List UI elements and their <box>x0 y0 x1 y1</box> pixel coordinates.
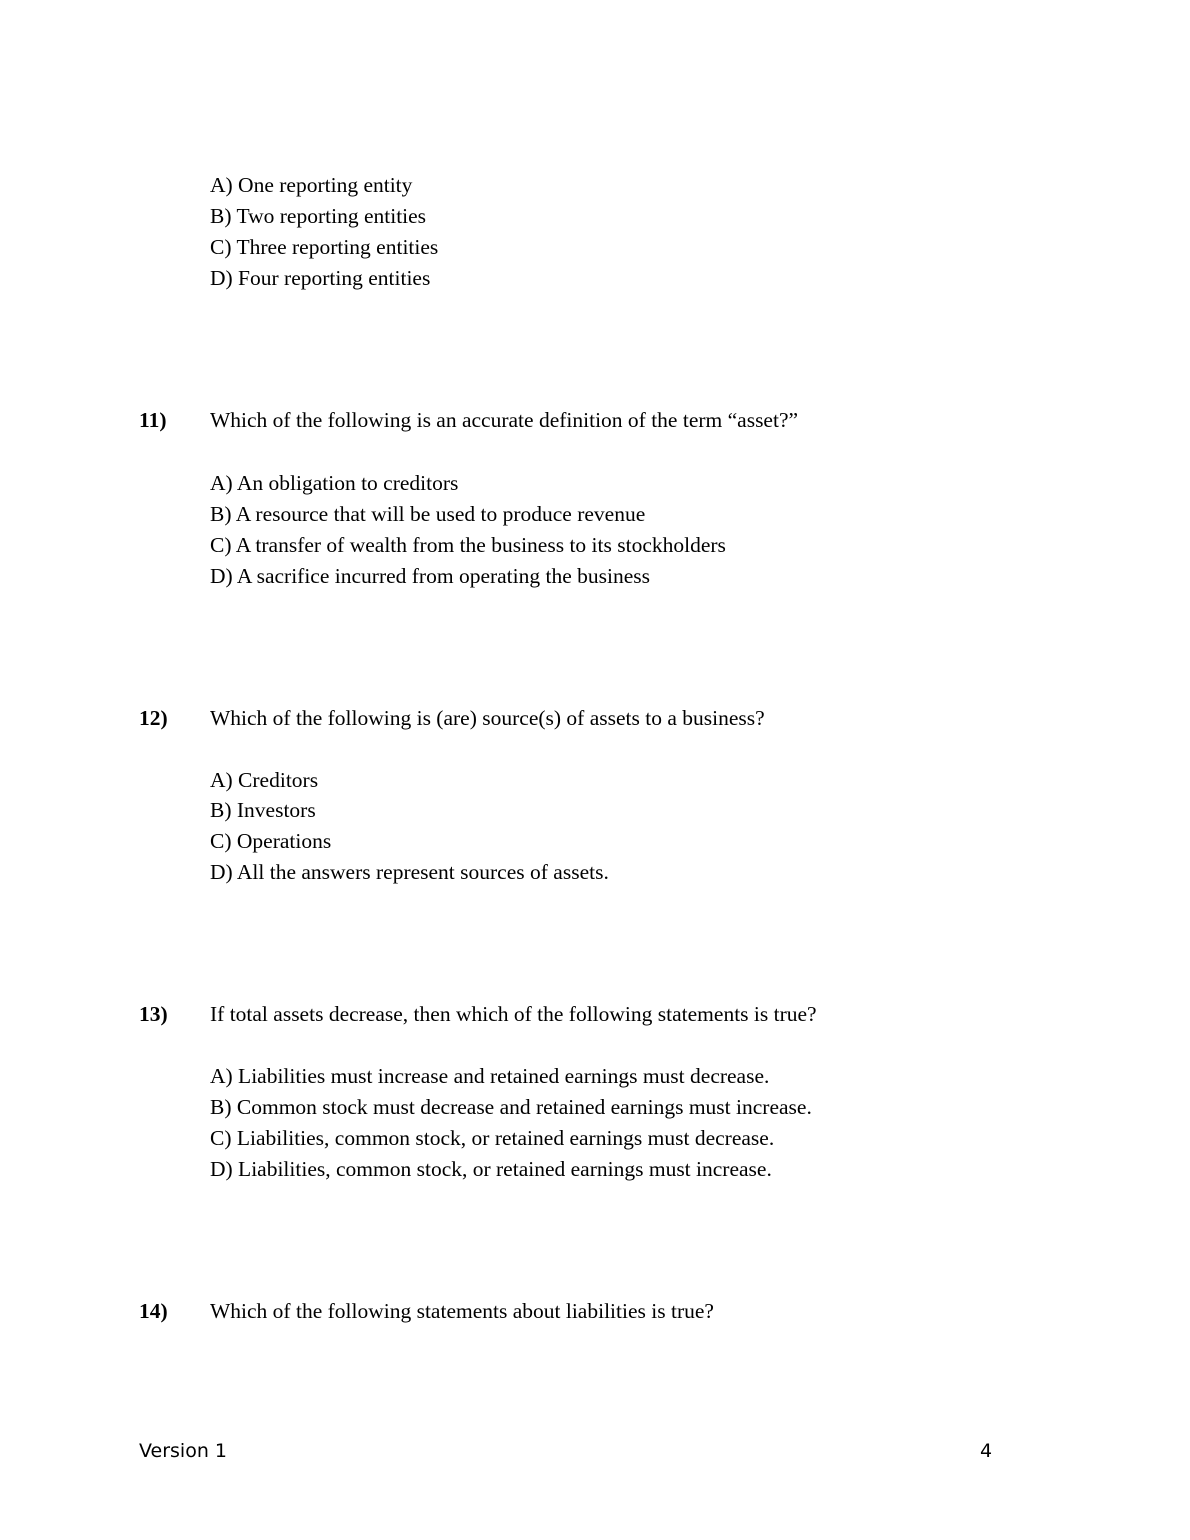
question-text: Which of the following statements about liabilities is true? <box>210 1299 714 1323</box>
answer-choice: D) All the answers represent sources of assets. <box>210 860 609 884</box>
answer-choice: A) One reporting entity <box>210 173 413 197</box>
question-text: Which of the following is (are) source(s) of assets to a business? <box>210 706 765 730</box>
answer-choice: A) An obligation to creditors <box>210 471 459 495</box>
question-number: 12) <box>139 706 168 730</box>
question-number: 13) <box>139 1002 168 1026</box>
answer-choice: D) Four reporting entities <box>210 266 431 290</box>
answer-choice: B) A resource that will be used to produce revenue <box>210 502 646 526</box>
answer-choice: C) A transfer of wealth from the business to its stockholders <box>210 533 726 557</box>
question-text: If total assets decrease, then which of the following statements is true? <box>210 1002 817 1026</box>
footer-version: Version 1 <box>139 1440 227 1462</box>
answer-choice: B) Investors <box>210 798 316 822</box>
question-number: 14) <box>139 1299 168 1323</box>
answer-choice: D) A sacrifice incurred from operating the business <box>210 564 651 588</box>
answer-choice: D) Liabilities, common stock, or retained earnings must increase. <box>210 1157 772 1181</box>
answer-choice: B) Two reporting entities <box>210 204 427 228</box>
answer-choice: C) Operations <box>210 829 332 853</box>
answer-choice: A) Creditors <box>210 768 319 792</box>
answer-choice: C) Three reporting entities <box>210 235 439 259</box>
question-text: Which of the following is an accurate definition of the term “asset?” <box>210 408 799 432</box>
answer-choice: A) Liabilities must increase and retained earnings must decrease. <box>210 1064 770 1088</box>
question-number: 11) <box>139 408 167 432</box>
footer-page-number: 4 <box>980 1440 993 1462</box>
answer-choice: B) Common stock must decrease and retained earnings must increase. <box>210 1095 812 1119</box>
answer-choice: C) Liabilities, common stock, or retained earnings must decrease. <box>210 1126 775 1150</box>
